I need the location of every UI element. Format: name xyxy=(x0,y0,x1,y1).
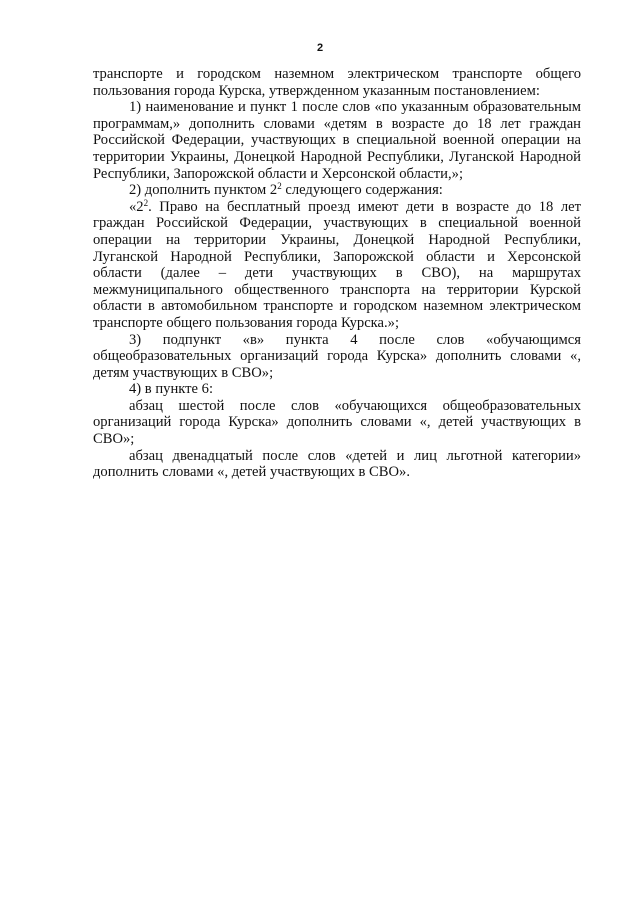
paragraph-new-clause xyxy=(93,199,581,332)
paragraph-subitem-6: абзац шестой после слов «обучающихся общеобразовательных организаций города Курска» дополнить словами «, детей участвующих в СВО»; xyxy=(93,397,581,448)
page-number: 2 xyxy=(316,42,324,54)
paragraph-continuation: транспорте и городском наземном электрическом транспорте общего пользования города Курска, утвержденном указанным постановлением: xyxy=(93,66,581,99)
superscript: 2 xyxy=(277,181,282,192)
paragraph-item-4: 4) в пункте 6: xyxy=(129,381,214,398)
paragraph-item-2-text-end: следующего содержания: xyxy=(281,182,443,199)
superscript: 2 xyxy=(143,197,149,208)
paragraph-subitem-12: абзац двенадцатый после слов «детей и лиц льготной категории» дополнить словами «, детей участвующих в СВО». xyxy=(93,447,581,481)
document-body xyxy=(93,66,581,481)
paragraph-item-1: 1) наименование и пункт 1 после слов «по указанным образовательным программам,» дополнить словами «детям в возрасте до 18 лет граждан Российской Федерации, участвующих в специальной военной операции на территории Украины, Донецкой Народной Республики, Луганской Народной Республики, Запорожской области и Херсонской области,»; xyxy=(93,99,581,182)
paragraph-item-2-text: 2) дополнить пунктом 2 xyxy=(129,182,278,199)
clause-text: . Право на бесплатный проезд имеют дети в возрасте до 18 лет граждан Российской Федерации, участвующих в специальной военной операции на территории Украины, Донецкой Народной Республики, Луганской Народной Республики, Запорожской области и Херсонской области (далее – дети участвующих в СВО), на маршрутах межмуниципального общественного транспорта на территории Курской области в автомобильном транспорте и городском наземном электрическом транспорте общего пользования города Курска.»; xyxy=(93,198,581,331)
paragraph-item-2 xyxy=(93,182,581,199)
paragraph-item-3: 3) подпункт «в» пункта 4 после слов «обучающимся общеобразовательных организаций города Курска» дополнить словами «, детям участвующих в СВО»; xyxy=(93,331,581,381)
clause-number: «2 xyxy=(129,198,144,215)
